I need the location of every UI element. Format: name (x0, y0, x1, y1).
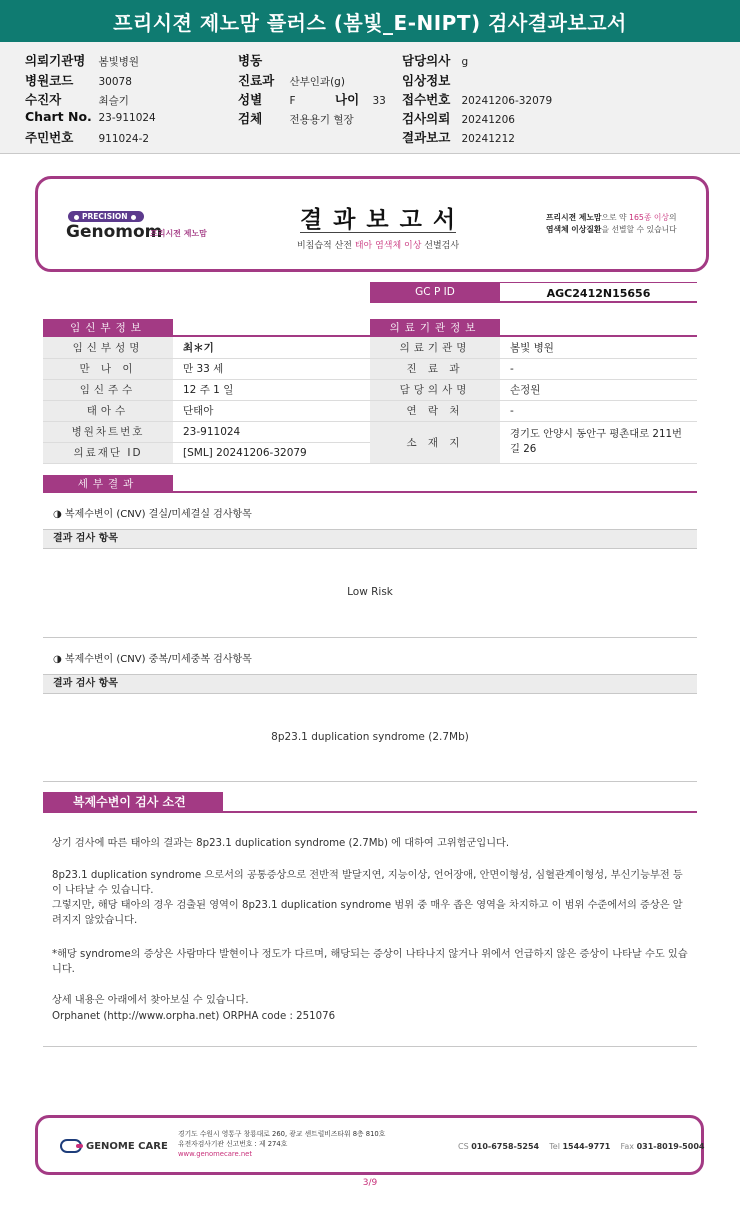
duplication-result: 8p23.1 duplication syndrome (2.7Mb) (271, 731, 469, 743)
pregnant-age-key: 만 나 이 (43, 358, 173, 379)
specimen-label: 검체 (238, 111, 263, 126)
findings-divider (43, 1046, 697, 1047)
footer-address (178, 1129, 385, 1159)
gestation-value: 12 주 1 일 (173, 379, 370, 400)
table-row (43, 337, 370, 358)
sex-age-row (238, 90, 386, 108)
fax-value: 031-8019-5004 (636, 1142, 705, 1151)
hospital-row (25, 51, 139, 69)
precision-badge: PRECISION (68, 211, 144, 222)
request-value: 20241206 (461, 114, 515, 126)
report-date-label: 결과보고 (402, 130, 451, 145)
clinical-row (402, 71, 462, 89)
gcpid-value: AGC2412N15656 (500, 282, 697, 303)
pregnant-name-value: 최＊기 (173, 337, 370, 358)
tagline-highlight: 165종 이상 (629, 213, 669, 222)
finding-paragraph-4: *해당 syndrome의 증상은 사람마다 발현이나 정도가 다르며, 해당되는 증상이 나타나지 않거나 위에서 언급하지 않은 증상이 나타날 수도 있습니다. (52, 949, 688, 975)
finding-paragraph-5: 상세 내용은 아래에서 찾아보실 수 있습니다. (52, 995, 249, 1006)
clinical-label: 임상정보 (402, 73, 451, 88)
deletion-result: Low Risk (347, 586, 393, 598)
examinee-row (25, 90, 129, 108)
request-label: 검사의뢰 (402, 111, 451, 126)
table-row (43, 400, 370, 421)
cs-label: CS (458, 1142, 469, 1151)
patient-info-panel (0, 42, 740, 154)
tagline-bold-1: 프리시젼 제노맘 (546, 213, 602, 222)
genomom-logo-sub: 프리시젼 제노맘 (150, 229, 207, 238)
page-title: 프리시젼 제노맘 플러스 (봄빛_E-NIPT) 검사결과보고서 (0, 0, 740, 42)
department-key: 진 료 과 (370, 358, 500, 379)
institution-info-tab: 의료기관정보 (370, 319, 500, 337)
foundation-id-value: [SML] 20241206-32079 (173, 442, 370, 463)
request-row (402, 109, 515, 127)
doctor-label: 담당의사 (402, 53, 451, 68)
ward-row (238, 51, 290, 69)
finding-paragraph-1: 상기 검사에 따른 태아의 결과는 8p23.1 duplication syndrome (2.7Mb) 에 대하여 고위험군입니다. (52, 838, 510, 849)
genome-care-logo (60, 1139, 168, 1153)
footer-address-line: 경기도 수원시 영통구 창룡대로 260, 광교 센트럴비즈타워 8층 810호 (178, 1130, 386, 1138)
doctor-name-value: 손정원 (500, 379, 697, 400)
subtitle-post: 선별검사 (421, 241, 460, 251)
report-title: 결과보고서 (299, 206, 467, 233)
subtitle-highlight: 태아 염색체 이상 (354, 241, 422, 251)
tagline-text-2: 을 선별할 수 있습니다 (601, 225, 677, 234)
hospital-code-row (25, 71, 132, 89)
doctor-row (402, 51, 468, 69)
chart-no-value: 23-911024 (173, 421, 370, 442)
address-value: 경기도 안양시 동안구 평촌대로 211번길 26 (500, 421, 697, 463)
genomom-logo: Genomom (66, 222, 163, 242)
contact-value: - (500, 400, 697, 421)
report-header-frame (35, 176, 709, 272)
chart-value: 23-911024 (98, 112, 156, 124)
pregnant-info-tab: 임신부정보 (43, 319, 173, 337)
table-row (370, 421, 697, 463)
chart-no-key: 병원차트번호 (43, 421, 173, 442)
cs-value: 010-6758-5254 (471, 1142, 540, 1151)
receipt-row (402, 90, 552, 108)
table-row (43, 442, 370, 463)
tel-value: 1544-9771 (562, 1142, 611, 1151)
institution-name-value: 봄빛 병원 (500, 337, 697, 358)
deletion-divider (43, 637, 697, 638)
gcpid-row (370, 282, 697, 303)
finding-paragraph-2: 8p23.1 duplication syndrome 으로서의 공통증상으로 전반적 발달지연, 지능이상, 언어장애, 안면이형성, 심혈관계이형성, 부신기능부전 등이 나타날 수 있습니다. (52, 870, 683, 896)
page-number: 3/9 (362, 1178, 378, 1188)
sex-value: F (289, 95, 296, 107)
detail-results-tab: 세부결과 (43, 475, 173, 493)
receipt-value: 20241206-32079 (461, 95, 553, 107)
hospital-value: 봄빛병원 (98, 56, 140, 68)
title-underline (300, 232, 456, 233)
address-key: 소 재 지 (370, 421, 500, 463)
receipt-label: 접수번호 (402, 92, 451, 107)
deletion-section-title: ◑ 복제수변이 (CNV) 결실/미세결실 검사항목 (53, 505, 252, 520)
cnv-findings-tab: 복제수변이 검사 소견 (43, 792, 223, 813)
specimen-value: 전용용기 혈장 (289, 114, 354, 126)
report-date-value: 20241212 (461, 133, 515, 145)
table-row (370, 337, 697, 358)
specimen-row (238, 109, 354, 127)
genome-care-text: GENOME CARE (86, 1140, 168, 1152)
foundation-id-key: 의료재단 ID (43, 442, 173, 463)
footer-frame (35, 1115, 704, 1175)
sex-label: 성별 (238, 92, 263, 107)
institution-name-key: 의료기관명 (370, 337, 500, 358)
report-tagline (546, 212, 677, 236)
dept-row (238, 71, 345, 89)
table-row (370, 400, 697, 421)
fetus-count-key: 태아수 (43, 400, 173, 421)
resident-row (25, 128, 149, 146)
pregnant-age-value: 만 33 세 (173, 358, 370, 379)
tagline-bold-2: 염색체 이상질환 (546, 225, 602, 234)
duplication-section-title: ◑ 복제수변이 (CNV) 중복/미세중복 검사항목 (53, 650, 252, 665)
resident-value: 911024-2 (98, 133, 150, 145)
chart-row (25, 109, 156, 124)
department-value: - (500, 358, 697, 379)
examinee-label: 수진자 (25, 92, 62, 107)
contact-key: 연 락 처 (370, 400, 500, 421)
ward-label: 병동 (238, 53, 263, 68)
tagline-text-1b: 의 (668, 213, 677, 222)
duplication-table-head: 결과 검사 항목 (43, 674, 697, 694)
footer-license-line: 유전자검사기관 신고번호 : 제 274호 (178, 1140, 288, 1148)
dept-label: 진료과 (238, 73, 275, 88)
tagline-text-1: 으로 약 (601, 213, 629, 222)
chart-label: Chart No. (25, 109, 92, 124)
gestation-key: 임신주수 (43, 379, 173, 400)
pregnant-name-key: 임신부성명 (43, 337, 173, 358)
report-subtitle (268, 238, 488, 251)
doctor-value: g (461, 56, 469, 68)
table-row (370, 379, 697, 400)
fax-label: Fax (620, 1142, 635, 1151)
dept-value: 산부인과(g) (289, 76, 345, 88)
subtitle-pre: 비침습적 산전 (296, 241, 355, 251)
cnv-findings-line (223, 811, 697, 813)
hospital-label: 의뢰기관명 (25, 53, 86, 68)
footer-contact (458, 1142, 704, 1151)
pregnant-info-table (43, 337, 370, 464)
fetus-count-value: 단태아 (173, 400, 370, 421)
resident-label: 주민번호 (25, 130, 74, 145)
finding-paragraph-3: 그렇지만, 해당 태아의 경우 검출된 영역이 8p23.1 duplication syndrome 범위 중 매우 좁은 영역을 차지하고 이 범위 수준에서의 증상은 알려지지 않았습니다. (52, 900, 683, 926)
tel-label: Tel (549, 1142, 560, 1151)
table-row (43, 379, 370, 400)
hospital-code-label: 병원코드 (25, 73, 74, 88)
duplication-divider (43, 781, 697, 782)
hospital-code-value: 30078 (98, 76, 132, 88)
institution-info-table (370, 337, 697, 464)
report-date-row (402, 128, 515, 146)
age-label: 나이 (335, 92, 360, 107)
orphanet-reference: Orphanet (http://www.orpha.net) ORPHA code : 251076 (52, 1011, 336, 1022)
age-value: 33 (372, 95, 386, 107)
footer-website[interactable]: www.genomecare.net (178, 1150, 253, 1158)
table-row (43, 421, 370, 442)
table-row (370, 358, 697, 379)
examinee-value: 최슬기 (98, 95, 129, 107)
deletion-table-head: 결과 검사 항목 (43, 529, 697, 549)
gcpid-label: GC P ID (370, 282, 500, 303)
genome-care-icon (60, 1139, 82, 1153)
table-row (43, 358, 370, 379)
doctor-name-key: 담당의사명 (370, 379, 500, 400)
detail-results-line (173, 491, 697, 493)
